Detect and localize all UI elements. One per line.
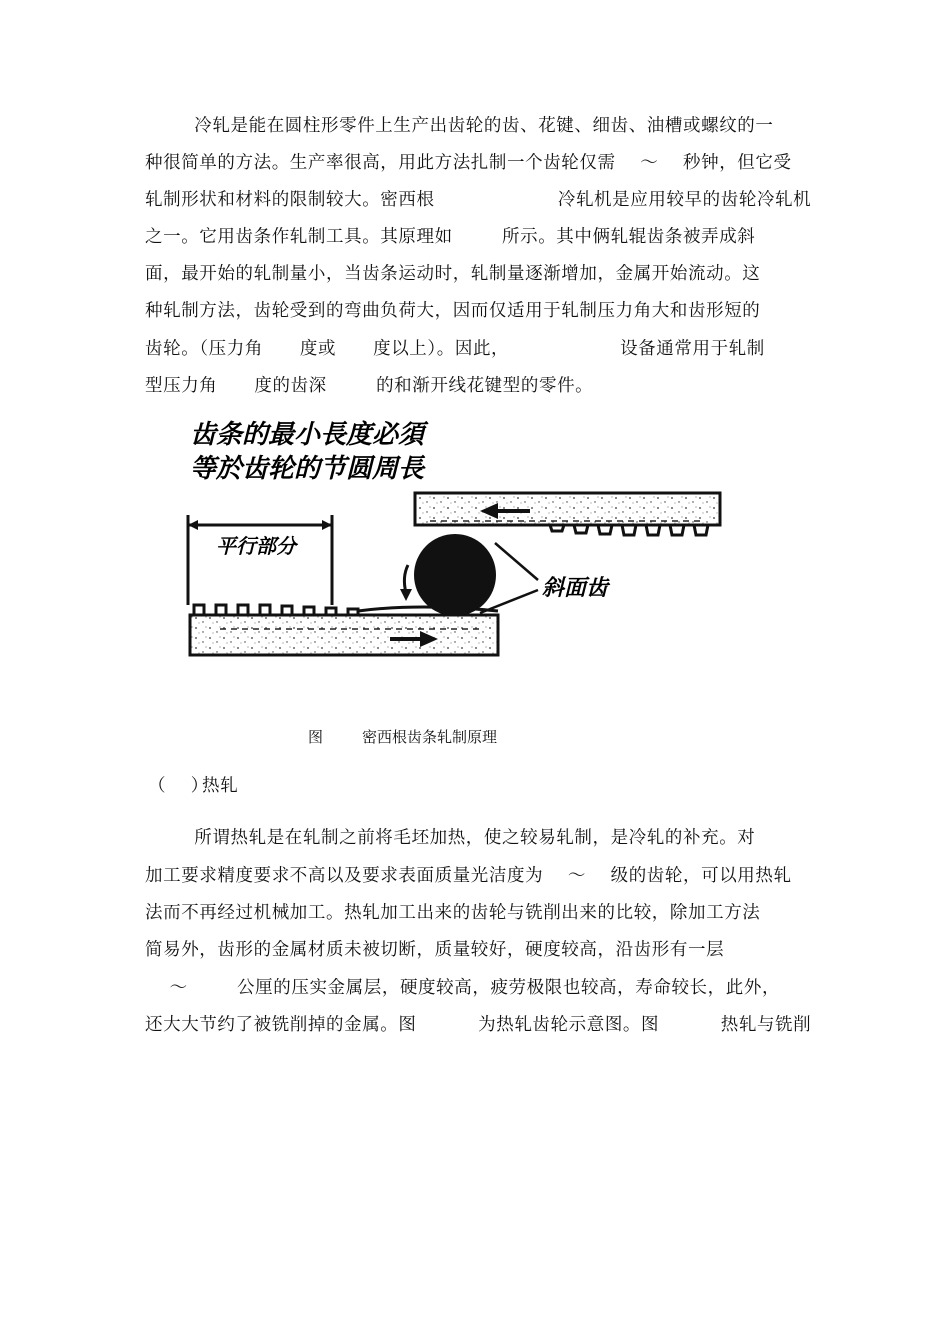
paragraph-1-line-7: 齿轮。（压力角 度或 度以上）。因此， 设备通常用于轧制: [145, 339, 765, 359]
figure-caption-text: 密西根齿条轧制原理: [362, 728, 498, 746]
figure-caption-prefix: 图: [308, 728, 324, 746]
paragraph-2-line-6: 还大大节约了被铣削掉的金属。图 为热轧齿轮示意图。图 热轧与铣削: [145, 1015, 812, 1035]
paragraph-2-line-2: 加工要求精度要求不高以及要求表面质量光洁度为 ～ 级的齿轮，可以用热轧: [145, 866, 792, 886]
rack-rolling-drawing: [180, 415, 740, 665]
paragraph-1-line-5: 面，最开始的轧制量小，当齿条运动时，轧制量逐渐增加，金属开始流动。这: [145, 264, 761, 284]
handwritten-note-line-2: 等於齿轮的节圆周長: [190, 454, 425, 484]
paragraph-1-line-1: 冷轧是能在圆柱形零件上生产出齿轮的齿、花键、细齿、油槽或螺纹的一: [145, 116, 774, 136]
paragraph-1-line-8: 型压力角 度的齿深 的和渐开线花键型的零件。: [145, 376, 594, 396]
paragraph-1-line-4: 之一。它用齿条作轧制工具。其原理如 所示。其中俩轧辊齿条被弄成斜: [145, 227, 756, 247]
paragraph-1-line-6: 种轧制方法，齿轮受到的弯曲负荷大，因而仅适用于轧制压力角大和齿形短的: [145, 301, 761, 321]
upper-rack: [415, 493, 720, 535]
section-number: （ ）: [148, 776, 209, 796]
paragraph-1-line-2: 种很简单的方法。生产率很高，用此方法扎制一个齿轮仅需 ～ 秒钟，但它受: [145, 153, 792, 173]
paragraph-2-line-4: 简易外，齿形的金属材质未被切断，质量较好，硬度较高，沿齿形有一层: [145, 940, 725, 960]
paragraph-2-line-1: 所谓热轧是在轧制之前将毛坯加热，使之较易轧制，是冷轧的补充。对: [145, 828, 756, 848]
paragraph-2-line-5: ～ 公厘的压实金属层，硬度较高，疲劳极限也较高，寿命较长，此外，: [145, 978, 781, 998]
gear-circle: [414, 534, 496, 616]
section-title: 热轧: [202, 776, 239, 796]
handwritten-note-line-1: 齿条的最小長度必須: [190, 420, 425, 450]
paragraph-1-line-3: 轧制形状和材料的限制较大。密西根 冷轧机是应用较早的齿轮冷轧机: [145, 190, 812, 210]
parallel-section-bracket: [188, 515, 332, 605]
rotation-arrow-icon: [400, 589, 412, 601]
bevel-teeth-label: 斜面齿: [542, 575, 609, 601]
parallel-section-label: 平行部分: [216, 534, 296, 558]
rack-rolling-figure: [180, 415, 740, 665]
paragraph-2-line-3: 法而不再经过机械加工。热轧加工出来的齿轮与铣削出来的比较，除加工方法: [145, 903, 761, 923]
